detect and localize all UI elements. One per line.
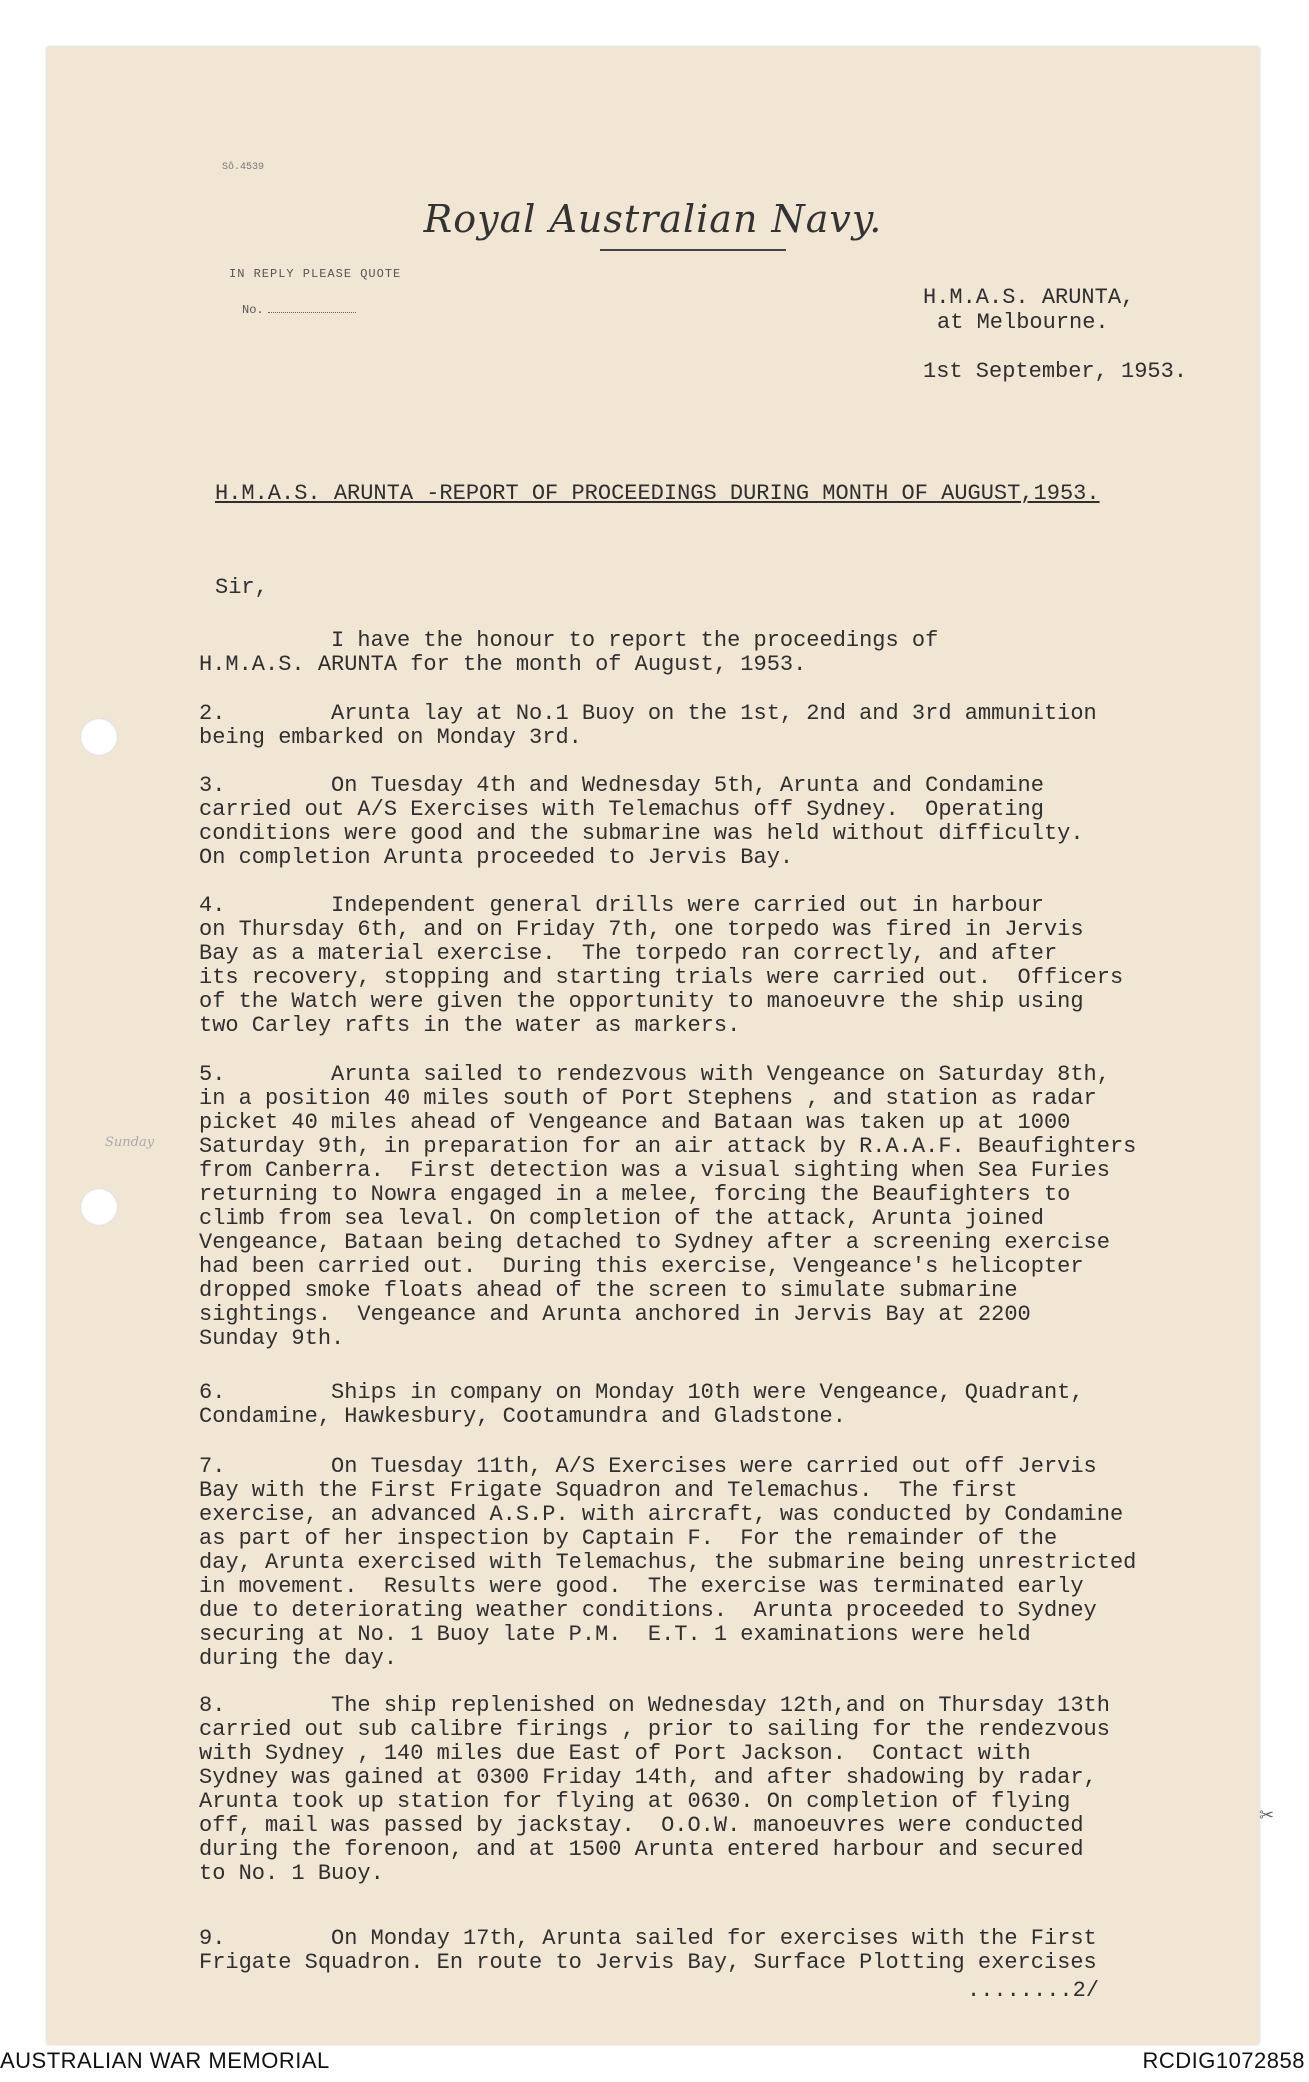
scissors-mark-icon: ✂	[1259, 1805, 1275, 1825]
address-line-2: at Melbourne.	[937, 310, 1109, 335]
paragraph-5: 5. Arunta sailed to rendezvous with Vengeance on Saturday 8th, in a position 40 miles south of Port Stephens , and station as radar picket 40 miles ahead of Vengeance and Bataan was taken up at 1000 Saturday 9th, in preparation for an air attack by R.A.A.F. Beaufighters from Canberra. First detection was a visual sighting when Sea Furies returning to Nowra engaged in a melee, forcing the Beaufighters to climb from sea leval. On completion of the attack, Arunta joined Vengeance, Bataan being detached to Sydney after a screening exercise had been carried out. During this exercise, Vengeance's helicopter dropped smoke floats ahead of the screen to simulate submarine sightings. Vengeance and Arunta anchored in Jervis Bay at 2200 Sunday 9th.	[199, 1062, 1137, 1351]
address-line-1: H.M.A.S. ARUNTA,	[923, 285, 1135, 310]
salutation: Sir,	[215, 575, 268, 600]
letterhead-title: Royal Australian Navy.	[423, 197, 883, 241]
paragraph-8: 8. The ship replenished on Wednesday 12th,and on Thursday 13th carried out sub calibre firings , prior to sailing for the rendezvous with Sydney , 140 miles due East of Port Jackson. Contact with Sydney was gained at 0300 Friday 14th, and after shadowing by radar, Arunta took up station for flying at 0630. On completion of flying off, mail was passed by jackstay. O.O.W. manoeuvres were conducted during the forenoon, and at 1500 Arunta entered harbour and secured to No. 1 Buoy.	[199, 1693, 1110, 1886]
sender-address	[923, 285, 1134, 335]
letter-date: 1st September, 1953.	[923, 359, 1188, 384]
footer-record-id: RCDIG1072858	[1142, 2048, 1305, 2073]
letterhead-underline	[600, 249, 786, 251]
paragraph-1: I have the honour to report the proceedings of H.M.A.S. ARUNTA for the month of August, 1953.	[199, 628, 939, 677]
reply-number-blank	[268, 312, 356, 313]
form-number: Sô.4539	[222, 162, 265, 173]
paragraph-9: 9. On Monday 17th, Arunta sailed for exercises with the First Frigate Squadron. En route to Jervis Bay, Surface Plotting exercises	[199, 1926, 1097, 1975]
punch-hole-top	[80, 718, 118, 756]
paragraph-4: 4. Independent general drills were carried out in harbour on Thursday 6th, and on Friday 7th, one torpedo was fired in Jervis Bay as a material exercise. The torpedo ran correctly, and after its recovery, stopping and starting trials were carried out. Officers of the Watch were given the opportunity to manoeuvre the ship using two Carley rafts in the water as markers.	[199, 893, 1124, 1038]
punch-hole-bottom	[80, 1188, 118, 1226]
reply-quote-label: IN REPLY PLEASE QUOTE	[229, 267, 402, 281]
continuation-marker: ........2/	[967, 1978, 1100, 2003]
reply-number-label: No.	[242, 303, 264, 317]
margin-pencil-note: Sunday	[105, 1135, 155, 1150]
paragraph-7: 7. On Tuesday 11th, A/S Exercises were carried out off Jervis Bay with the First Frigate Squadron and Telemachus. The first exercise, an advanced A.S.P. with aircraft, was conducted by Condamine as part of her inspection by Captain F. For the remainder of the day, Arunta exercised with Telemachus, the submarine being unrestricted in movement. Results were good. The exercise was terminated early due to deteriorating weather conditions. Arunta proceeded to Sydney securing at No. 1 Buoy late P.M. E.T. 1 examinations were held during the day.	[199, 1454, 1137, 1671]
footer-institution: AUSTRALIAN WAR MEMORIAL	[0, 2048, 330, 2073]
document-page	[47, 47, 1275, 2044]
subject-line: H.M.A.S. ARUNTA -REPORT OF PROCEEDINGS DURING MONTH OF AUGUST,1953.	[215, 481, 1100, 506]
paragraph-3: 3. On Tuesday 4th and Wednesday 5th, Arunta and Condamine carried out A/S Exercises with Telemachus off Sydney. Operating conditions were good and the submarine was held without difficulty. On completion Arunta proceeded to Jervis Bay.	[199, 773, 1084, 870]
paragraph-6: 6. Ships in company on Monday 10th were Vengeance, Quadrant, Condamine, Hawkesbury, Cootamundra and Gladstone.	[199, 1380, 1084, 1429]
reply-number-field	[242, 303, 356, 317]
paragraph-2: 2. Arunta lay at No.1 Buoy on the 1st, 2nd and 3rd ammunition being embarked on Monday 3rd.	[199, 701, 1097, 750]
